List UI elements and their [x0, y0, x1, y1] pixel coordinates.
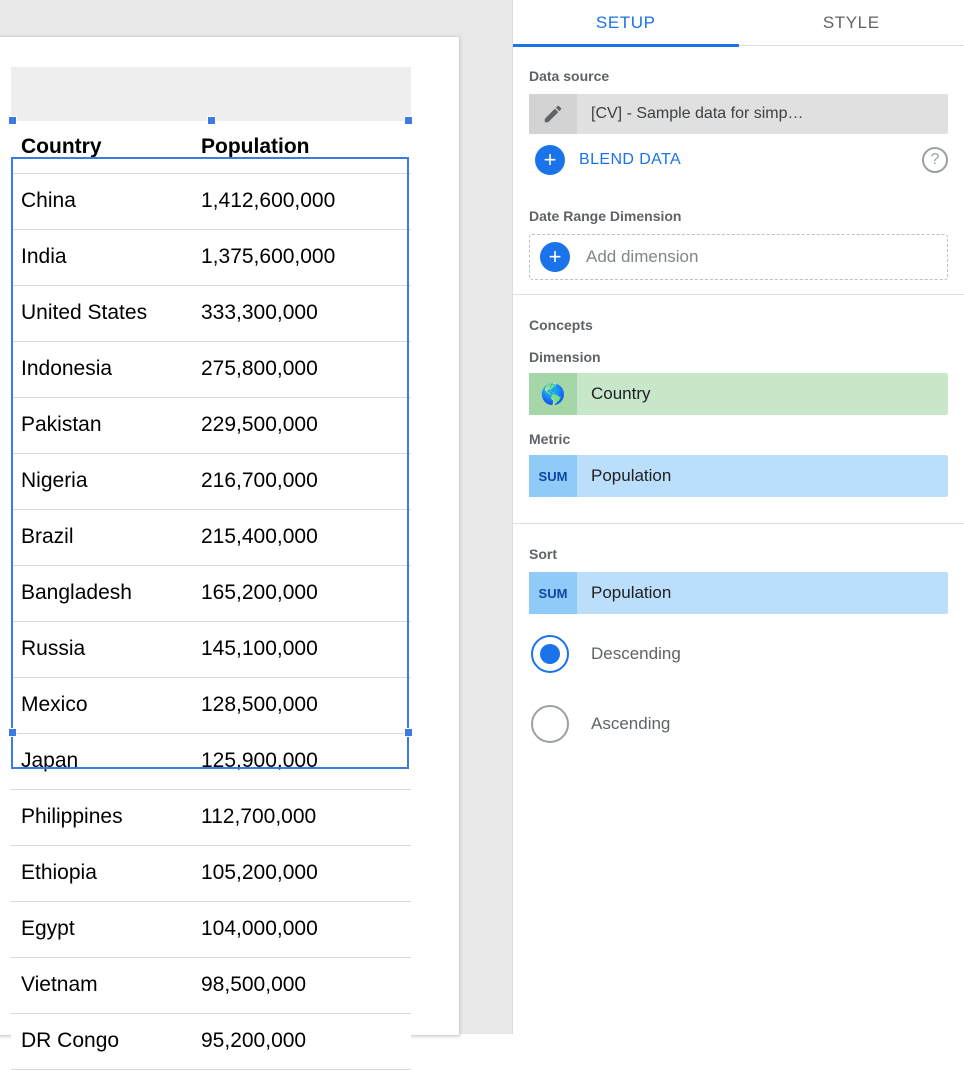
globe-icon: 🌎: [529, 373, 577, 415]
table-row[interactable]: [11, 957, 411, 1013]
add-dimension-label: Add dimension: [586, 247, 698, 267]
table-cell-population: 1,375,600,000: [191, 229, 411, 285]
table-header-row: [11, 121, 411, 173]
blend-data-row: [529, 134, 948, 186]
table-cell-country: Egypt: [11, 901, 191, 957]
report-page[interactable]: [0, 36, 460, 1036]
data-source-section: [513, 68, 964, 280]
table-cell-population: 112,700,000: [191, 789, 411, 845]
table-cell-country: Philippines: [11, 789, 191, 845]
resize-handle-bottom-right[interactable]: [404, 728, 413, 737]
table-row[interactable]: [11, 397, 411, 453]
table-cell-country: Nigeria: [11, 453, 191, 509]
tab-style[interactable]: STYLE: [739, 0, 964, 46]
plus-icon[interactable]: +: [535, 145, 565, 175]
add-dimension-dropzone[interactable]: [529, 234, 948, 280]
table-cell-country: Pakistan: [11, 397, 191, 453]
table-cell-country: India: [11, 229, 191, 285]
data-source-title: Data source: [529, 68, 948, 84]
sort-field-label: Population: [577, 583, 671, 603]
sort-section: [513, 546, 964, 752]
table-cell-population: 275,800,000: [191, 341, 411, 397]
table-row[interactable]: [11, 341, 411, 397]
table-cell-country: DR Congo: [11, 1013, 191, 1069]
table-cell-population: 216,700,000: [191, 453, 411, 509]
table-cell-country: Russia: [11, 621, 191, 677]
data-table: [11, 121, 411, 1070]
resize-handle-bottom-left[interactable]: [8, 728, 17, 737]
radio-descending[interactable]: [531, 635, 569, 673]
table-row[interactable]: [11, 285, 411, 341]
table-cell-population: 165,200,000: [191, 565, 411, 621]
chart-header-strip: [11, 67, 411, 121]
table-row[interactable]: [11, 229, 411, 285]
table-body: [11, 173, 411, 1069]
table-row[interactable]: [11, 677, 411, 733]
table-cell-country: Indonesia: [11, 341, 191, 397]
section-divider: [513, 523, 964, 524]
table-cell-population: 104,000,000: [191, 901, 411, 957]
sort-field-chip[interactable]: [529, 572, 948, 614]
table-cell-country: China: [11, 173, 191, 229]
table-cell-population: 333,300,000: [191, 285, 411, 341]
table-cell-country: United States: [11, 285, 191, 341]
radio-ascending[interactable]: [531, 705, 569, 743]
resize-handle-top-left[interactable]: [8, 116, 17, 125]
metric-chip-label: Population: [577, 466, 671, 486]
table-row[interactable]: [11, 733, 411, 789]
pencil-icon[interactable]: [529, 94, 577, 134]
sort-title: Sort: [529, 546, 948, 562]
radio-ascending-label: Ascending: [591, 714, 670, 734]
resize-handle-top-middle[interactable]: [207, 116, 216, 125]
table-column-header-country[interactable]: Country: [11, 121, 191, 173]
table-cell-population: 229,500,000: [191, 397, 411, 453]
table-row[interactable]: [11, 453, 411, 509]
table-row[interactable]: [11, 509, 411, 565]
resize-handle-top-right[interactable]: [404, 116, 413, 125]
plus-icon[interactable]: +: [540, 242, 570, 272]
table-cell-country: Mexico: [11, 677, 191, 733]
table-cell-population: 1,412,600,000: [191, 173, 411, 229]
data-source-row[interactable]: [529, 94, 948, 134]
properties-panel: [512, 0, 964, 1034]
dimension-chip-label: Country: [577, 384, 651, 404]
table-row[interactable]: [11, 789, 411, 845]
concepts-section: [513, 317, 964, 497]
table-row[interactable]: [11, 1013, 411, 1069]
table-cell-population: 145,100,000: [191, 621, 411, 677]
table-cell-country: Brazil: [11, 509, 191, 565]
dimension-chip-country[interactable]: [529, 373, 948, 415]
help-icon[interactable]: ?: [922, 147, 948, 173]
table-row[interactable]: [11, 621, 411, 677]
data-table-widget[interactable]: [11, 121, 411, 1070]
dimension-title: Dimension: [529, 349, 948, 365]
table-row[interactable]: [11, 901, 411, 957]
tab-setup[interactable]: SETUP: [513, 0, 739, 46]
metric-title: Metric: [529, 431, 948, 447]
table-cell-population: 125,900,000: [191, 733, 411, 789]
section-divider: [513, 294, 964, 295]
table-column-header-population[interactable]: Population: [191, 121, 411, 173]
table-cell-country: Vietnam: [11, 957, 191, 1013]
concepts-title: Concepts: [529, 317, 948, 333]
date-range-title: Date Range Dimension: [529, 208, 948, 224]
data-source-name[interactable]: [CV] - Sample data for simp…: [577, 105, 948, 123]
table-cell-population: 128,500,000: [191, 677, 411, 733]
table-cell-population: 95,200,000: [191, 1013, 411, 1069]
table-cell-country: Ethiopia: [11, 845, 191, 901]
sort-option-descending[interactable]: [529, 626, 948, 682]
radio-descending-label: Descending: [591, 644, 681, 664]
table-row[interactable]: [11, 845, 411, 901]
table-cell-population: 98,500,000: [191, 957, 411, 1013]
panel-tabs: [513, 0, 964, 46]
sum-badge: SUM: [529, 572, 577, 614]
table-cell-country: Japan: [11, 733, 191, 789]
table-row[interactable]: [11, 173, 411, 229]
table-row[interactable]: [11, 565, 411, 621]
table-cell-country: Bangladesh: [11, 565, 191, 621]
sort-option-ascending[interactable]: [529, 696, 948, 752]
table-cell-population: 215,400,000: [191, 509, 411, 565]
table-cell-population: 105,200,000: [191, 845, 411, 901]
blend-data-button[interactable]: BLEND DATA: [579, 151, 681, 169]
sum-badge: SUM: [529, 455, 577, 497]
metric-chip-population[interactable]: [529, 455, 948, 497]
